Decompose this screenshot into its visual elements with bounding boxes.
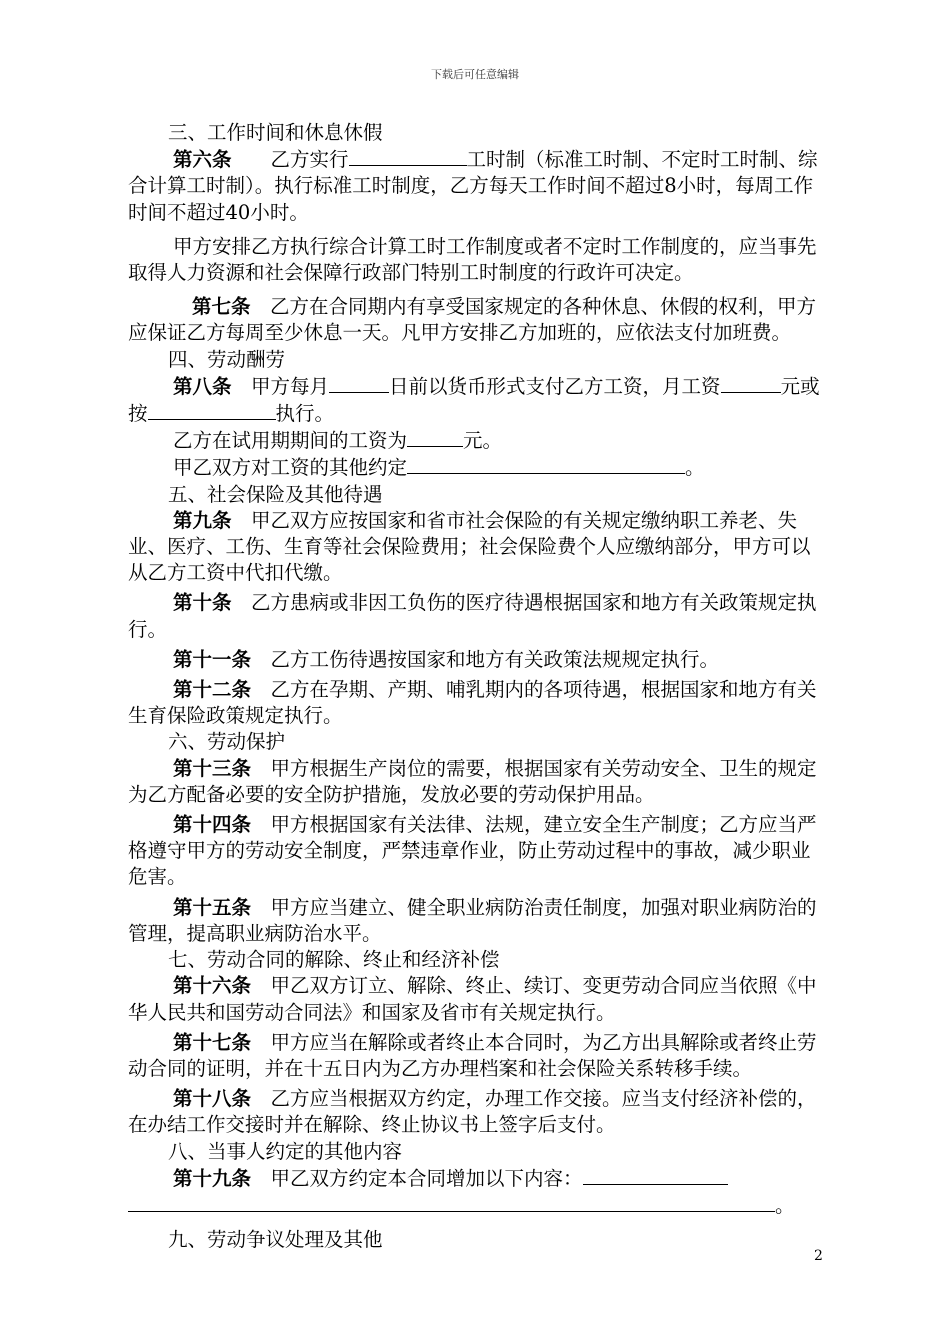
article-text: 甲方应当在解除或者终止本合同时，为乙方出具解除或者终止劳动合同的证明，并在十五日内为乙方办理档案和社会保险关系转移手续。 <box>128 1030 817 1080</box>
article-17 <box>128 1030 828 1082</box>
article-text: 乙方工伤待遇按国家和地方有关政策法规规定执行。 <box>270 647 720 671</box>
article-7 <box>128 294 828 346</box>
blank-line <box>128 1192 828 1219</box>
article-text: 乙方应当根据双方约定，办理工作交接。应当支付经济补偿的，在办结工作交接时并在解除、终止协议书上签字后支付。 <box>128 1087 817 1137</box>
article-text: 日前以货币形式支付乙方工资，月工资 <box>389 374 721 398</box>
article-text: 乙方患病或非因工负伤的医疗待遇根据国家和地方有关政策规定执行。 <box>128 591 817 641</box>
article-label: 第七条 <box>192 295 251 319</box>
article-16 <box>128 973 828 1025</box>
article-10 <box>128 590 828 642</box>
article-text: 乙方在孕期、产期、哺乳期内的各项待遇，根据国家和地方有关生育保险政策规定执行。 <box>128 678 817 728</box>
article-text: 。 <box>775 1193 795 1217</box>
article-label: 第十七条 <box>173 1030 252 1054</box>
blank-field[interactable] <box>407 454 685 474</box>
article-9 <box>128 508 828 587</box>
article-text: 甲乙双方应按国家和省市社会保险的有关规定缴纳职工养老、失业、医疗、工伤、生育等社会保险费用；社会保险费个人应缴纳部分，甲方可以从乙方工资中代扣代缴。 <box>128 508 811 585</box>
article-label: 第六条 <box>173 148 232 172</box>
article-label: 第八条 <box>173 374 232 398</box>
section-heading: 八、当事人约定的其他内容 <box>168 1139 403 1163</box>
blank-field[interactable] <box>329 373 389 393</box>
article-text: 甲乙双方对工资的其他约定 <box>173 456 408 480</box>
section-heading: 三、工作时间和休息休假 <box>168 121 383 144</box>
article-text: 甲方根据国家有关法律、法规，建立安全生产制度；乙方应当严格遵守甲方的劳动安全制度，严禁违章作业，防止劳动过程中的事故，减少职业危害。 <box>128 813 817 889</box>
article-12 <box>128 677 828 729</box>
paragraph: 甲方安排乙方执行综合计算工时工作制度或者不定时工作制度的，应当事先取得人力资源和社会保障行政部门特别工时制度的行政许可决定。 <box>128 234 817 285</box>
blank-field[interactable] <box>349 146 467 166</box>
article-text: 工时制（标准工时制、不定时工时制、综合计算工时制）。执行标准工时制度，乙方每天工作时间不超过8小时，每周工作时间不超过40小时。 <box>128 148 818 224</box>
article-text: 元或按 <box>128 374 820 426</box>
section-heading: 七、劳动合同的解除、终止和经济补偿 <box>168 948 500 972</box>
article-text: 甲乙双方约定本合同增加以下内容： <box>270 1166 583 1190</box>
article-text: 甲方应当建立、健全职业病防治责任制度，加强对职业病防治的管理，提高职业病防治水平。 <box>128 895 817 945</box>
article-14 <box>128 812 828 891</box>
blank-field[interactable] <box>128 1192 775 1212</box>
section-heading: 六、劳动保护 <box>168 730 286 754</box>
article-label: 第十三条 <box>173 756 252 780</box>
section-heading: 九、劳动争议处理及其他 <box>168 1228 383 1252</box>
article-label: 第十条 <box>173 591 232 615</box>
article-text: 甲方每月 <box>251 374 330 398</box>
article-label: 第十五条 <box>173 895 252 919</box>
blank-field[interactable] <box>583 1165 728 1185</box>
article-text: 乙方在合同期内有享受国家规定的各种休息、休假的权利，甲方应保证乙方每周至少休息一天。凡甲方安排乙方加班的，应依法支付加班费。 <box>128 295 817 345</box>
article-text: 。 <box>685 456 705 480</box>
blank-field[interactable] <box>148 400 276 420</box>
article-13 <box>128 756 828 808</box>
section-heading: 四、劳动酬劳 <box>168 347 286 371</box>
page-header: 下载后可任意编辑 <box>431 68 519 81</box>
article-label: 第十一条 <box>173 647 252 671</box>
article-label: 第十九条 <box>173 1166 252 1190</box>
article-18 <box>128 1086 828 1138</box>
article-label: 第十六条 <box>173 974 252 998</box>
article-text: 元。 <box>463 429 503 453</box>
article-19 <box>128 1165 828 1192</box>
section-heading: 五、社会保险及其他待遇 <box>168 482 383 506</box>
article-label: 第十四条 <box>173 813 252 837</box>
blank-field[interactable] <box>407 427 463 447</box>
article-label: 第十二条 <box>173 678 252 702</box>
paragraph <box>128 427 828 454</box>
article-label: 第十八条 <box>173 1087 252 1111</box>
article-8 <box>128 373 828 427</box>
blank-field[interactable] <box>721 373 781 393</box>
article-text: 乙方实行 <box>270 148 349 172</box>
document-body <box>128 120 828 1253</box>
article-label: 第九条 <box>173 508 232 532</box>
page-number: 2 <box>814 1248 823 1264</box>
article-11 <box>128 647 828 673</box>
paragraph <box>128 454 828 481</box>
article-6 <box>128 146 828 226</box>
article-15 <box>128 895 828 947</box>
article-text: 乙方在试用期期间的工资为 <box>173 429 408 453</box>
article-text: 甲乙双方订立、解除、终止、续订、变更劳动合同应当依照《中华人民共和国劳动合同法》和国家及省市有关规定执行。 <box>128 974 817 1024</box>
article-text: 执行。 <box>275 402 335 426</box>
article-text: 甲方根据生产岗位的需要，根据国家有关劳动安全、卫生的规定为乙方配备必要的安全防护措施，发放必要的劳动保护用品。 <box>128 756 817 806</box>
